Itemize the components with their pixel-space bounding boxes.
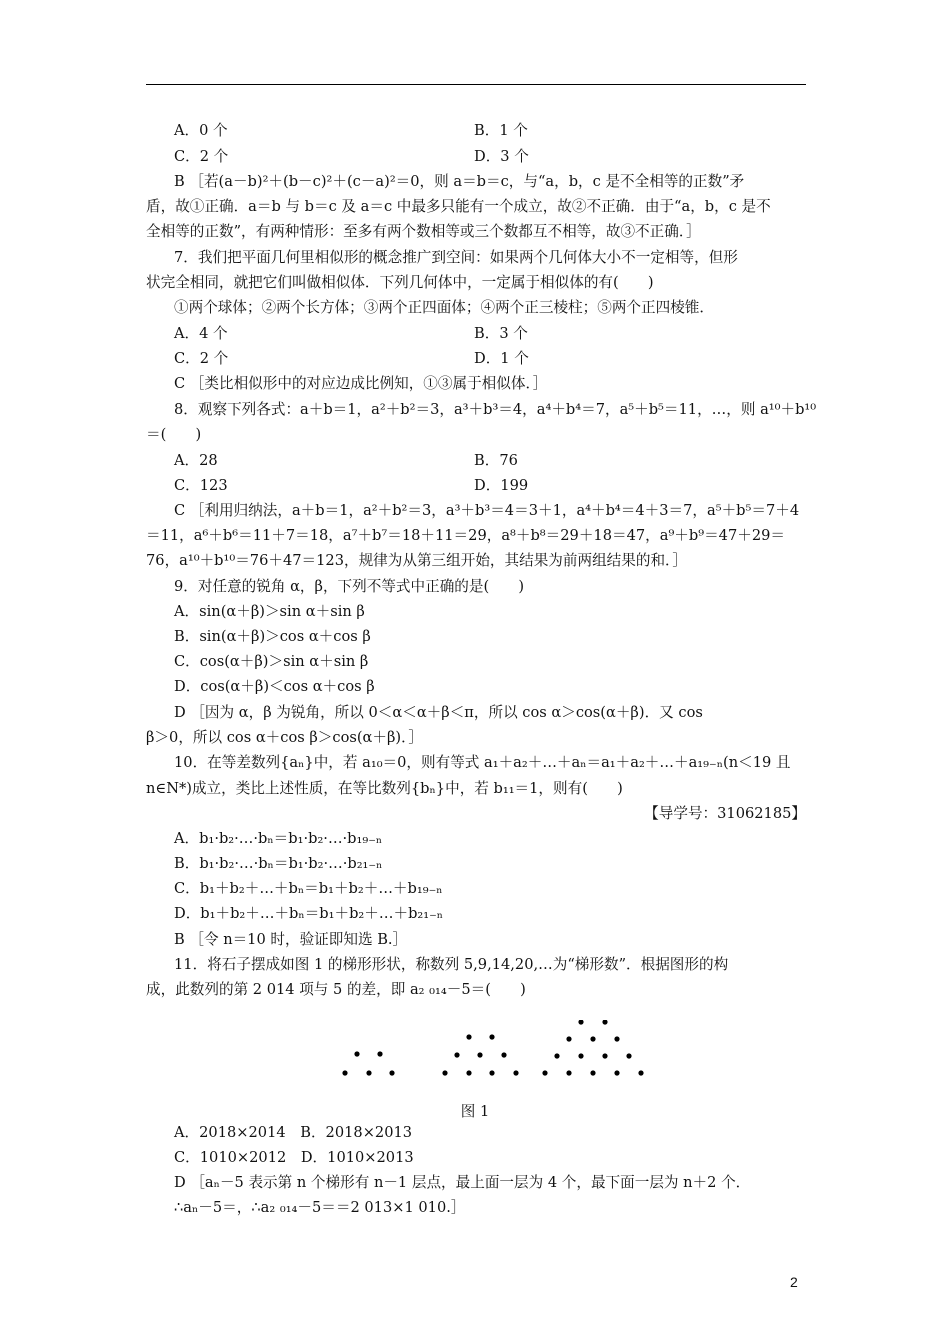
q7-stem-line1: 7．我们把平面几何里相似形的概念推广到空间：如果两个几何体大小不一定相等，但形 (174, 249, 738, 266)
page-number: 2 (790, 1274, 798, 1290)
q10-option-b: B．b₁·b₂·…·bₙ＝b₁·b₂·…·b₂₁₋ₙ (174, 855, 383, 872)
q6-option-a: A．0 个 (174, 122, 228, 139)
q9-option-b: B．sin(α＋β)＞cos α＋cos β (174, 628, 371, 645)
trapezoid-3 (542, 1020, 643, 1076)
q6-options-row1 (174, 118, 834, 143)
q11-answer-line2: ∴aₙ－5＝，∴a₂ ₀₁₄－5＝＝2 013×1 010.］ (174, 1199, 466, 1216)
q6-answer-line3: 全相等的正数”，有两种情形：至多有两个数相等或三个数都互不相等，故③不正确．］ (146, 223, 701, 240)
figure-caption: 图 1 (460, 1103, 490, 1120)
q6-option-d: D．3 个 (474, 148, 529, 165)
q10-option-a: A．b₁·b₂·…·bₙ＝b₁·b₂·…·b₁₉₋ₙ (174, 830, 383, 847)
q11-stem-line1: 11．将石子摆成如图 1 的梯形形状，称数列 5,9,14,20,…为“梯形数”．根据图形的构 (174, 956, 729, 973)
trapezoid-1 (342, 1051, 394, 1075)
q8-option-a: A．28 (174, 452, 218, 469)
q7-items: ①两个球体；②两个长方体；③两个正四面体；④两个正三棱柱；⑤两个正四棱锥． (174, 299, 714, 316)
q9-option-d: D．cos(α＋β)＜cos α＋cos β (174, 678, 375, 695)
q8-option-b: B．76 (474, 452, 518, 469)
trapezoid-2 (442, 1034, 518, 1075)
q10-answer: B ［令 n＝10 时，验证即知选 B.］ (174, 931, 408, 948)
q8-options-row2 (174, 473, 834, 498)
q8-stem-line1: 8．观察下列各式：a＋b＝1，a²＋b²＝3，a³＋b³＝4，a⁴＋b⁴＝7，a⁵＋b⁵＝11，…，则 a¹⁰＋b¹⁰ (174, 401, 817, 418)
q11-answer-line1: D ［aₙ－5 表示第 n 个梯形有 n－1 层点，最上面一层为 4 个，最下面一层为 n＋2 个． (174, 1174, 751, 1191)
q7-option-b: B．3 个 (474, 325, 528, 342)
q9-answer-line1: D ［因为 α，β 为锐角，所以 0＜α＜α＋β＜π，所以 cos α＞cos(α＋β)．又 cos (174, 704, 703, 721)
q8-options-row1 (174, 448, 834, 473)
q10-option-d: D．b₁＋b₂＋…＋bₙ＝b₁＋b₂＋…＋b₂₁₋ₙ (174, 905, 444, 922)
q8-answer-line2: ＝11，a⁶＋b⁶＝11＋7＝18，a⁷＋b⁷＝18＋11＝29，a⁸＋b⁸＝29＋18＝47，a⁹＋b⁹＝47＋29＝ (146, 527, 785, 544)
q10-stem-line1: 10．在等差数列{aₙ}中，若 a₁₀＝0，则有等式 a₁＋a₂＋…＋aₙ＝a₁＋a₂＋…＋a₁₉₋ₙ(n＜19 且 (174, 754, 791, 771)
q7-answer: C ［类比相似形中的对应边成比例知，①③属于相似体．］ (174, 375, 548, 392)
q8-stem-line2: ＝( ) (146, 426, 202, 443)
q6-options-row2 (174, 144, 834, 169)
q6-option-b: B．1 个 (474, 122, 528, 139)
q11-options-row2: C．1010×2012 D．1010×2013 (174, 1149, 414, 1166)
q10-option-c: C．b₁＋b₂＋…＋bₙ＝b₁＋b₂＋…＋b₁₉₋ₙ (174, 880, 443, 897)
q7-options-row1 (174, 321, 834, 346)
reference-number: 【导学号：31062185】 (644, 805, 806, 822)
q8-option-d: D．199 (474, 477, 529, 494)
q7-option-d: D．1 个 (474, 350, 529, 367)
q8-option-c: C．123 (174, 477, 228, 494)
q9-option-c: C．cos(α＋β)＞sin α＋sin β (174, 653, 369, 670)
q7-option-c: C．2 个 (174, 350, 229, 367)
trapezoid-dots-figure (0, 1020, 950, 1100)
q6-option-c: C．2 个 (174, 148, 229, 165)
q6-answer-line1: B ［若(a－b)²＋(b－c)²＋(c－a)²＝0，则 a＝b＝c，与“a，b，c 是不全相等的正数”矛 (174, 173, 745, 190)
q7-options-row2 (174, 346, 834, 371)
q10-stem-line2: n∈N*)成立，类比上述性质，在等比数列{bₙ}中，若 b₁₁＝1，则有( ) (146, 780, 623, 797)
q6-answer-line2: 盾，故①正确．a＝b 与 b＝c 及 a＝c 中最多只能有一个成立，故②不正确．由于“a，b，c 是不 (146, 198, 771, 215)
header-rule (146, 84, 806, 85)
q11-stem-line2: 成，此数列的第 2 014 项与 5 的差，即 a₂ ₀₁₄－5＝( ) (146, 981, 526, 998)
q11-options-row1: A．2018×2014 B．2018×2013 (174, 1124, 413, 1141)
q9-answer-line2: β＞0，所以 cos α＋cos β＞cos(α＋β)．］ (146, 729, 424, 746)
q7-option-a: A．4 个 (174, 325, 228, 342)
q9-stem: 9．对任意的锐角 α，β，下列不等式中正确的是( ) (174, 578, 525, 595)
q8-answer-line3: 76，a¹⁰＋b¹⁰＝76＋47＝123，规律为从第三组开始，其结果为前两组结果的和．］ (146, 552, 687, 569)
q8-answer-line1: C ［利用归纳法，a＋b＝1，a²＋b²＝3，a³＋b³＝4＝3＋1，a⁴＋b⁴＝4＋3＝7，a⁵＋b⁵＝7＋4 (174, 502, 800, 519)
q9-option-a: A．sin(α＋β)＞sin α＋sin β (174, 603, 365, 620)
q7-stem-line2: 状完全相同，就把它们叫做相似体．下列几何体中，一定属于相似体的有( ) (146, 274, 654, 291)
